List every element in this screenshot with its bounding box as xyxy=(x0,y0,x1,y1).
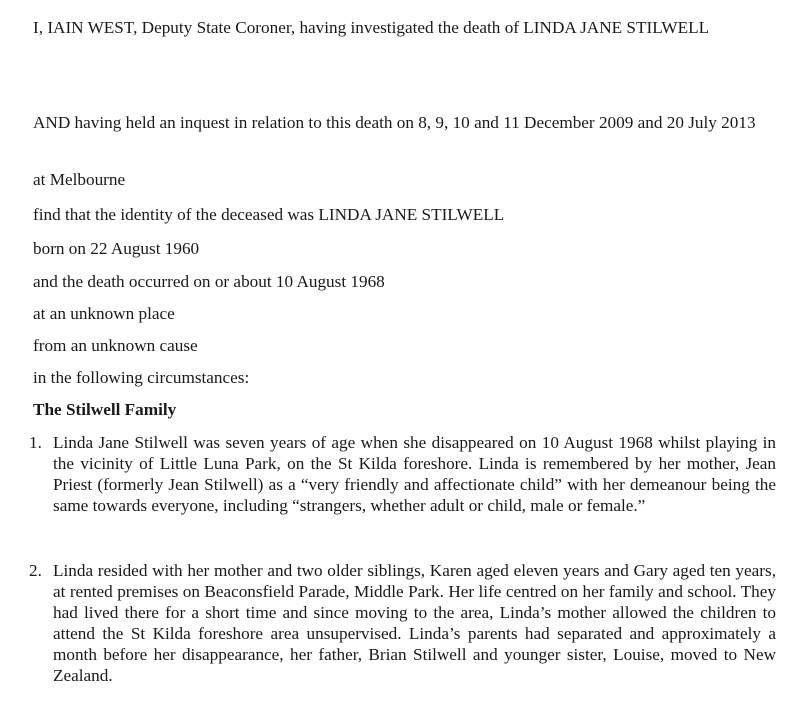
paragraph-text: Linda resided with her mother and two older siblings, Karen aged eleven years and Gary aged ten years, at rented premises on Beaconsfield Parade, Middle Park. Her life centred on her family and school. They had lived there for a short time and since moving to the area, Linda’s mother allowed the children to attend the St Kilda foreshore area unsupervised. Linda’s parents had separated and approximately a month before her disappearance, her father, Brian Stilwell and younger sister, Louise, moved to New Zealand. xyxy=(53,561,776,685)
paragraph-text: Linda Jane Stilwell was seven years of age when she disappeared on 10 August 1968 whilst playing in the vicinity of Little Luna Park, on the St Kilda foreshore. Linda is remembered by her mother, Jean Priest (formerly Jean Stilwell) as a “very friendly and affectionate child” with her demeanour being the same towards everyone, including “strangers, whether adult or child, male or female.” xyxy=(53,433,776,515)
inquest-statement: AND having held an inquest in relation to this death on 8, 9, 10 and 11 December 2009 and 20 July 2013 xyxy=(33,113,756,132)
deceased-identity: find that the identity of the deceased was LINDA JANE STILWELL xyxy=(33,205,505,224)
section-heading: The Stilwell Family xyxy=(33,400,177,419)
circumstances-intro: in the following circumstances: xyxy=(33,368,250,387)
death-cause: from an unknown cause xyxy=(33,336,198,355)
death-date: and the death occurred on or about 10 August 1968 xyxy=(33,272,385,291)
inquest-place: at Melbourne xyxy=(33,170,126,189)
coroner-statement: I, IAIN WEST, Deputy State Coroner, having investigated the death of LINDA JANE STILWELL xyxy=(33,18,710,37)
death-place: at an unknown place xyxy=(33,304,175,323)
paragraph-number: 2. xyxy=(29,561,42,580)
paragraph-number: 1. xyxy=(29,433,42,452)
birth-date: born on 22 August 1960 xyxy=(33,239,200,258)
